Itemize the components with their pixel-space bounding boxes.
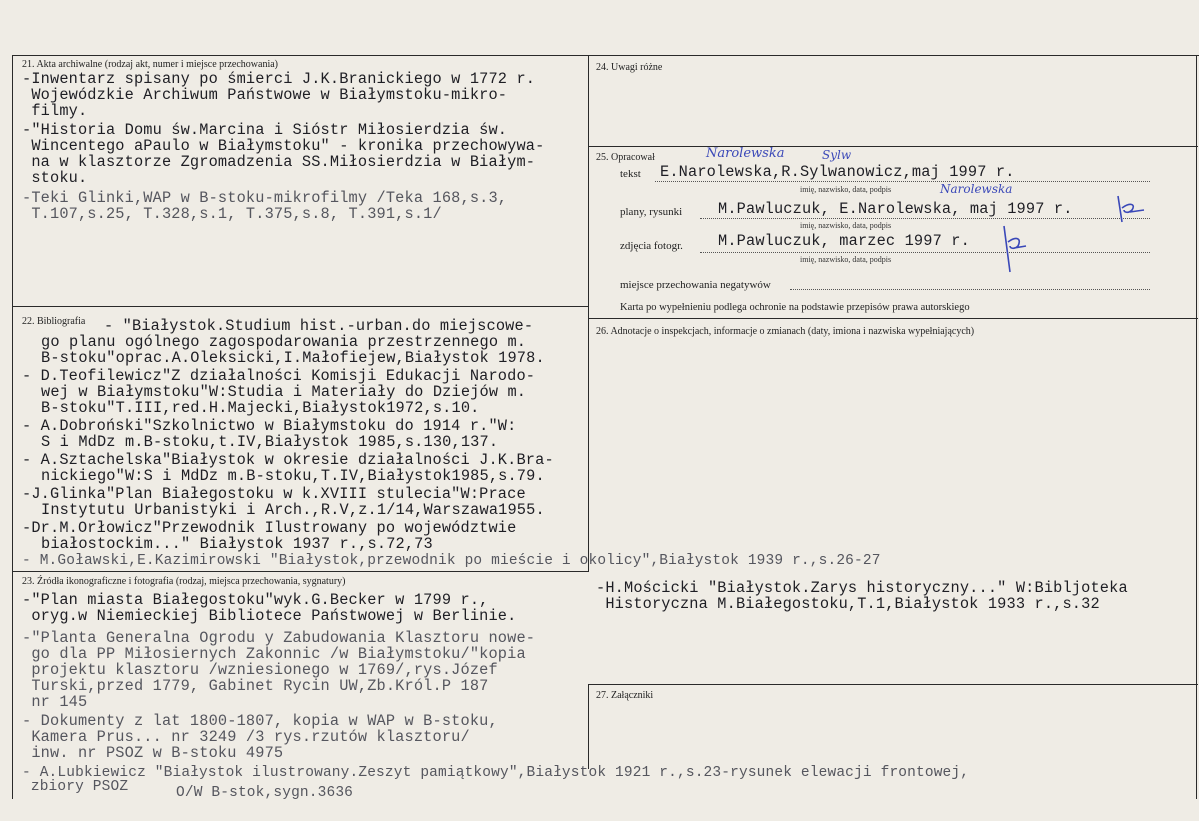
right-border <box>1196 55 1197 799</box>
s23-line-7: nr 145 <box>22 693 88 711</box>
divider-25-26 <box>588 318 1198 319</box>
section-21-label: 21. Akta archiwalne (rodzaj akt, numer i miejsce przechowania) <box>22 59 279 70</box>
s22-line-14: białostockim..." Białystok 1937 r.,s.72,73 <box>41 535 433 553</box>
signature-3: Narolewska <box>940 182 1013 196</box>
s23-line-5: projektu klasztoru /wzniesionego w 1769/,rys.Józef <box>22 661 498 679</box>
zdjecia-dots <box>700 252 1150 253</box>
s23-line-12: zbiory PSOZ <box>22 779 129 795</box>
divider-24-25 <box>588 146 1198 147</box>
center-divider <box>588 55 589 571</box>
divider-26-27 <box>588 684 1198 685</box>
section-26-label: 26. Adnotacje o inspekcjach, informacje o zmianach (daty, imiona i nazwiska wypełniających) <box>596 326 975 337</box>
zdjecia-value: M.Pawluczuk, marzec 1997 r. <box>718 232 970 250</box>
s23-line-11: - A.Lubkiewicz "Białystok ilustrowany.Zeszyt pamiątkowy",Białystok 1921 r.,s.23-rysunek elewacji frontowej, <box>22 765 970 781</box>
s23-line-1: -"Plan miasta Białegostoku"wyk.G.Becker w 1799 r., <box>22 591 489 609</box>
negatyw-dots <box>790 289 1150 290</box>
s21-line-5: Wincentego aPaulo w Białymstoku" - kronika przechowywa- <box>22 137 545 155</box>
s22-line-6: B-stoku"T.III,red.H.Majecki,Białystok1972,s.10. <box>41 399 480 417</box>
s21-line-9: T.107,s.25, T.328,s.1, T.375,s.8, T.391,s.1/ <box>22 205 442 223</box>
tekst-dots <box>655 181 1150 182</box>
section-23-label: 23. Źródła ikonograficzne i fotografia (rodzaj, miejsca przechowania, sygnatury) <box>22 576 346 587</box>
s22-line-11: -J.Glinka"Plan Białegostoku w k.XVIII stulecia"W:Prace <box>22 485 526 503</box>
s24-line-1: -H.Mościcki "Białystok.Zarys historyczny..." W:Bibljoteka <box>596 579 1128 597</box>
plany-value: M.Pawluczuk, E.Narolewska, maj 1997 r. <box>718 200 1073 218</box>
s21-line-8: -Teki Glinki,WAP w B-stoku-mikrofilmy /Teka 168,s.3, <box>22 189 508 207</box>
s23-line-8: - Dokumenty z lat 1800-1807, kopia w WAP w B-stoku, <box>22 712 498 730</box>
s22-line-10: nickiego"W:S i MdDz m.B-stoku,T.IV,Białystok1985,s.79. <box>41 467 545 485</box>
karta-note: Karta po wypełnieniu podlega ochronie na podstawie przepisów prawa autorskiego <box>620 302 970 313</box>
section-22-label: 22. Bibliografia <box>22 316 86 327</box>
s22-line-1: - "Białystok.Studium hist.-urban.do miejscowe- <box>104 317 534 335</box>
s23-line-4: go dla PP Miłosiernych Zakonnic /w Białymstoku/"kopia <box>22 645 526 663</box>
signature-2: Sylw <box>822 148 852 162</box>
zdjecia-label: zdjęcia fotogr. <box>620 240 683 252</box>
section-25-label: 25. Opracował <box>596 152 655 163</box>
s23-line-13: O/W B-stok,sygn.3636 <box>176 785 354 801</box>
signature-1: Narolewska <box>706 146 785 161</box>
divider-22-23 <box>12 571 589 572</box>
s22-line-3: B-stoku"oprac.A.Oleksicki,I.Małofiejew,Białystok 1978. <box>41 349 545 367</box>
s21-line-6: na w klasztorze Zgromadzenia SS.Miłosierdzia w Białym- <box>22 153 536 171</box>
negatyw-label: miejsce przechowania negatywów <box>620 279 771 291</box>
s22-line-8: S i MdDz m.B-stoku,t.IV,Białystok 1985,s.130,137. <box>41 433 499 451</box>
s21-line-1: -Inwentarz spisany po śmierci J.K.Branickiego w 1772 r. <box>22 70 536 88</box>
tekst-value: E.Narolewska,R.Sylwanowicz,maj 1997 r. <box>660 163 1015 181</box>
left-border <box>12 55 13 799</box>
divider-21-22 <box>12 306 589 307</box>
s21-line-4: -"Historia Domu św.Marcina i Sióstr Miłosierdzia św. <box>22 121 508 139</box>
section-24-label: 24. Uwagi różne <box>596 62 663 73</box>
tekst-sub-label: imię, nazwisko, data, podpis <box>800 185 892 194</box>
s21-line-7: stoku. <box>22 169 88 187</box>
s21-line-2: Wojewódzkie Archiwum Państwowe w Białymstoku-mikro- <box>22 86 508 104</box>
s22-line-2: go planu ogólnego zagospodarowania przestrzennego m. <box>41 333 527 351</box>
s22-line-4: - D.Teofilewicz"Z działalności Komisji Edukacji Narodo- <box>22 367 536 385</box>
plany-dots <box>700 218 1150 219</box>
initials-mark-2 <box>998 224 1028 276</box>
s23-line-3: -"Planta Generalna Ogrodu y Zabudowania Klasztoru nowe- <box>22 629 536 647</box>
s22-line-5: wej w Białymstoku"W:Studia i Materiały do Dziejów m. <box>41 383 527 401</box>
plany-sub-label: imię, nazwisko, data, podpis <box>800 221 892 230</box>
s23-line-9: Kamera Prus... nr 3249 /3 rys.rzutów klasztoru/ <box>22 728 470 746</box>
zdjecia-sub-label: imię, nazwisko, data, podpis <box>800 255 892 264</box>
s22-line-15: - M.Goławski,E.Kazimirowski "Białystok,przewodnik po mieście i okolicy",Białystok 1939 r.,s.26-27 <box>22 553 881 569</box>
s22-line-9: - A.Sztachelska"Białystok w okresie działalności J.K.Bra- <box>22 451 554 469</box>
plany-label: plany, rysunki <box>620 206 683 218</box>
s23-line-2: oryg.w Niemieckiej Bibliotece Państwowej w Berlinie. <box>22 607 517 625</box>
s22-line-13: -Dr.M.Orłowicz"Przewodnik Ilustrowany po województwie <box>22 519 517 537</box>
center-divider-lower <box>588 684 589 769</box>
s21-line-3: filmy. <box>22 102 88 120</box>
s24-line-2: Historyczna M.Białegostoku,T.1,Białystok 1933 r.,s.32 <box>596 595 1100 613</box>
top-border <box>12 55 1199 56</box>
tekst-label: tekst <box>620 168 641 180</box>
s23-line-6: Turski,przed 1779, Gabinet Rycin UW,Zb.Król.P 187 <box>22 677 489 695</box>
s22-line-12: Instytutu Urbanistyki i Arch.,R.V,z.1/14,Warszawa1955. <box>41 501 545 519</box>
section-27-label: 27. Załączniki <box>596 690 654 701</box>
initials-mark-1 <box>1112 192 1148 228</box>
s22-line-7: - A.Dobroński"Szkolnictwo w Białymstoku do 1914 r."W: <box>22 417 517 435</box>
s23-line-10: inw. nr PSOZ w B-stoku 4975 <box>22 744 284 762</box>
